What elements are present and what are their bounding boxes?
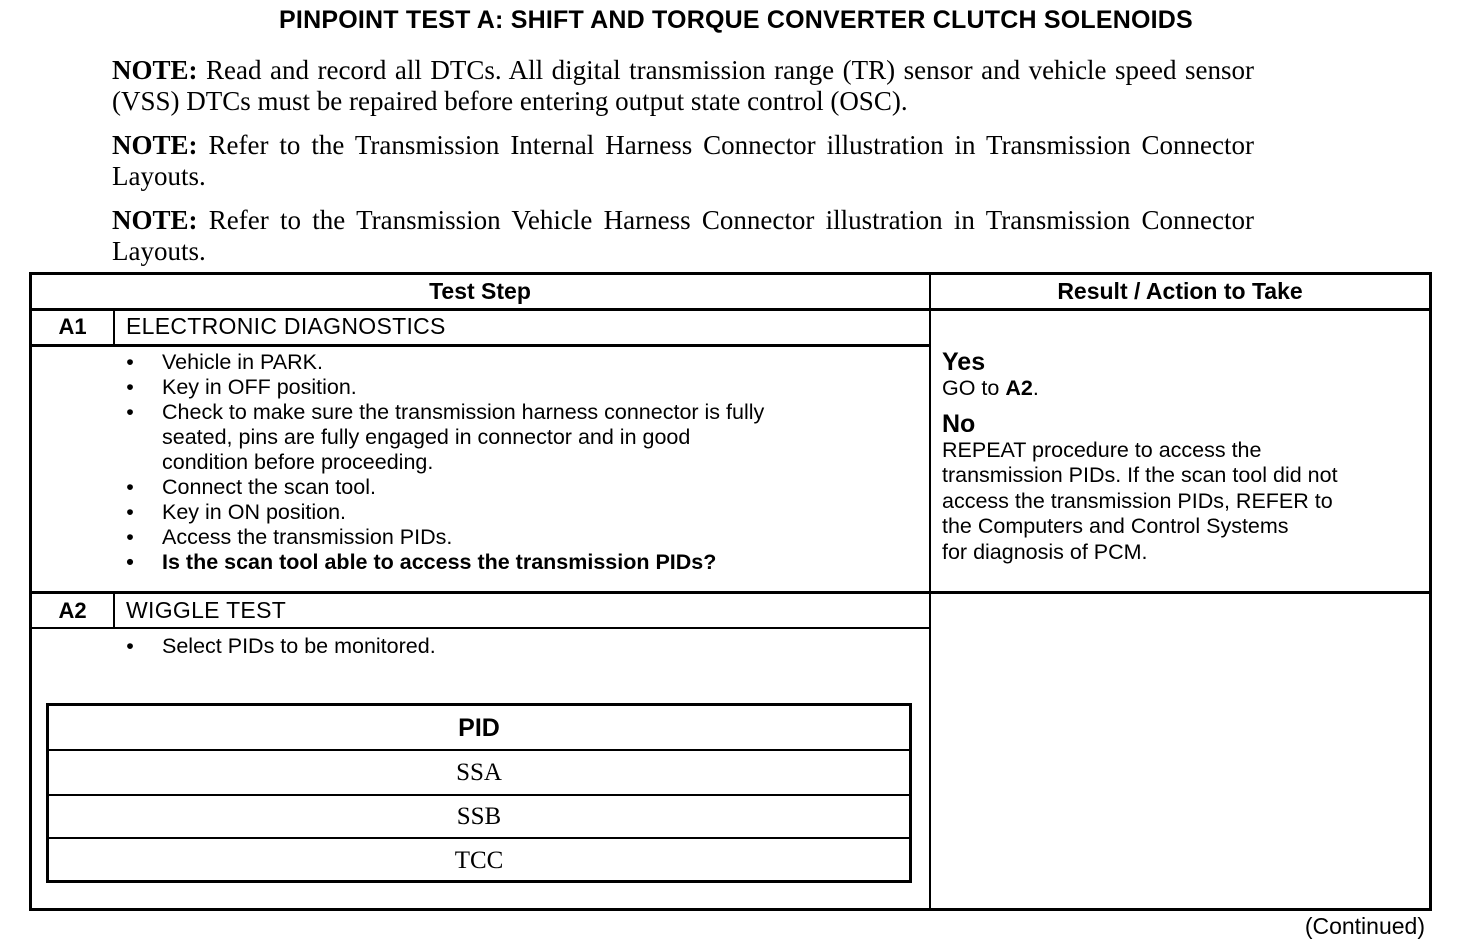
result-no-line: access the transmission PIDs, REFER to (942, 488, 1333, 513)
bullet-text: Check to make sure the transmission harness connector is fully (162, 400, 765, 424)
result-yes-label: Yes (942, 348, 986, 376)
result-yes-prefix: GO to (942, 376, 1006, 400)
bullet-text: Connect the scan tool. (162, 475, 376, 499)
bullet-glyph: • (126, 375, 134, 399)
result-no-line: REPEAT procedure to access the (942, 437, 1262, 462)
note-text: Refer to the Transmission Vehicle Harness Connector illustration in Transmission Connector Layouts. (112, 205, 1254, 266)
list-item (124, 525, 924, 550)
bullet-text: Vehicle in PARK. (162, 350, 323, 374)
step-a1-title-border (29, 344, 930, 347)
list-item (124, 375, 924, 400)
result-no-label: No (942, 409, 976, 438)
step-a1-result (942, 348, 1422, 565)
bullet-text-continued: condition before proceeding. (162, 450, 434, 474)
continued-label: (Continued) (1304, 913, 1425, 939)
bullet-glyph: • (126, 634, 134, 658)
result-yes-suffix: . (1032, 376, 1039, 400)
list-item (124, 350, 924, 375)
step-a1-id: A1 (58, 314, 87, 339)
table-row: TCC (454, 847, 504, 874)
step-a2-id-divider (113, 593, 115, 628)
header-result-action: Result / Action to Take (1057, 278, 1303, 304)
bullet-text: Key in OFF position. (162, 375, 357, 399)
step-a2-id: A2 (58, 598, 87, 623)
page-title: PINPOINT TEST A: SHIFT AND TORQUE CONVERTER CLUTCH SOLENOIDS (279, 6, 1193, 34)
result-yes-text (942, 376, 1422, 402)
note-text: Read and record all DTCs. All digital transmission range (TR) sensor and vehicle speed sensor (VSS) DTCs must be repaired before entering output state control (OSC). (112, 55, 1254, 116)
bullet-text-continued: seated, pins are fully engaged in connector and in good (162, 425, 691, 449)
bullet-text: Key in ON position. (162, 500, 347, 524)
bullet-glyph: • (126, 550, 134, 574)
step-a1-bullet-list (124, 350, 924, 575)
bullet-text-question: Is the scan tool able to access the transmission PIDs? (162, 550, 717, 574)
list-item (124, 550, 924, 575)
step-a2-title-border (29, 627, 930, 629)
result-no-line: the Computers and Control Systems (942, 514, 1289, 538)
table-row: SSA (456, 759, 502, 786)
bullet-glyph: • (126, 400, 134, 424)
result-no-line: for diagnosis of PCM. (942, 539, 1148, 564)
note-label: NOTE: (112, 205, 198, 235)
header-test-step: Test Step (429, 278, 531, 304)
bullet-text: Select PIDs to be monitored. (162, 634, 436, 658)
list-item (124, 500, 924, 525)
note-2 (112, 130, 1254, 192)
result-no-line: transmission PIDs. If the scan tool did not (942, 463, 1338, 487)
note-text: Refer to the Transmission Internal Harness Connector illustration in Transmission Connector Layouts. (112, 130, 1254, 191)
column-divider (929, 272, 931, 911)
table-right-border (1429, 272, 1432, 911)
table-bottom-border (29, 908, 1432, 911)
bullet-glyph: • (126, 525, 134, 549)
row-separator (29, 591, 1432, 594)
note-label: NOTE: (112, 130, 198, 160)
result-yes-ref: A2 (1005, 376, 1033, 400)
note-1 (112, 55, 1254, 117)
pid-table-header: PID (458, 714, 500, 742)
table-top-border (29, 272, 1432, 275)
step-a1-title: ELECTRONIC DIAGNOSTICS (126, 313, 446, 339)
step-a2-bullet-list (124, 634, 924, 659)
step-a2-title: WIGGLE TEST (126, 597, 287, 623)
list-item (124, 400, 924, 475)
list-item (124, 634, 924, 659)
bullet-glyph: • (126, 350, 134, 374)
header-bottom-border (29, 308, 1432, 311)
note-3 (112, 205, 1254, 267)
table-row: SSB (456, 803, 502, 830)
bullet-text: Access the transmission PIDs. (162, 525, 453, 549)
table-left-border (29, 272, 32, 911)
note-label: NOTE: (112, 55, 198, 85)
step-a1-id-divider (113, 310, 115, 346)
bullet-glyph: • (126, 475, 134, 499)
bullet-glyph: • (126, 500, 134, 524)
list-item (124, 475, 924, 500)
pid-table (46, 703, 912, 883)
